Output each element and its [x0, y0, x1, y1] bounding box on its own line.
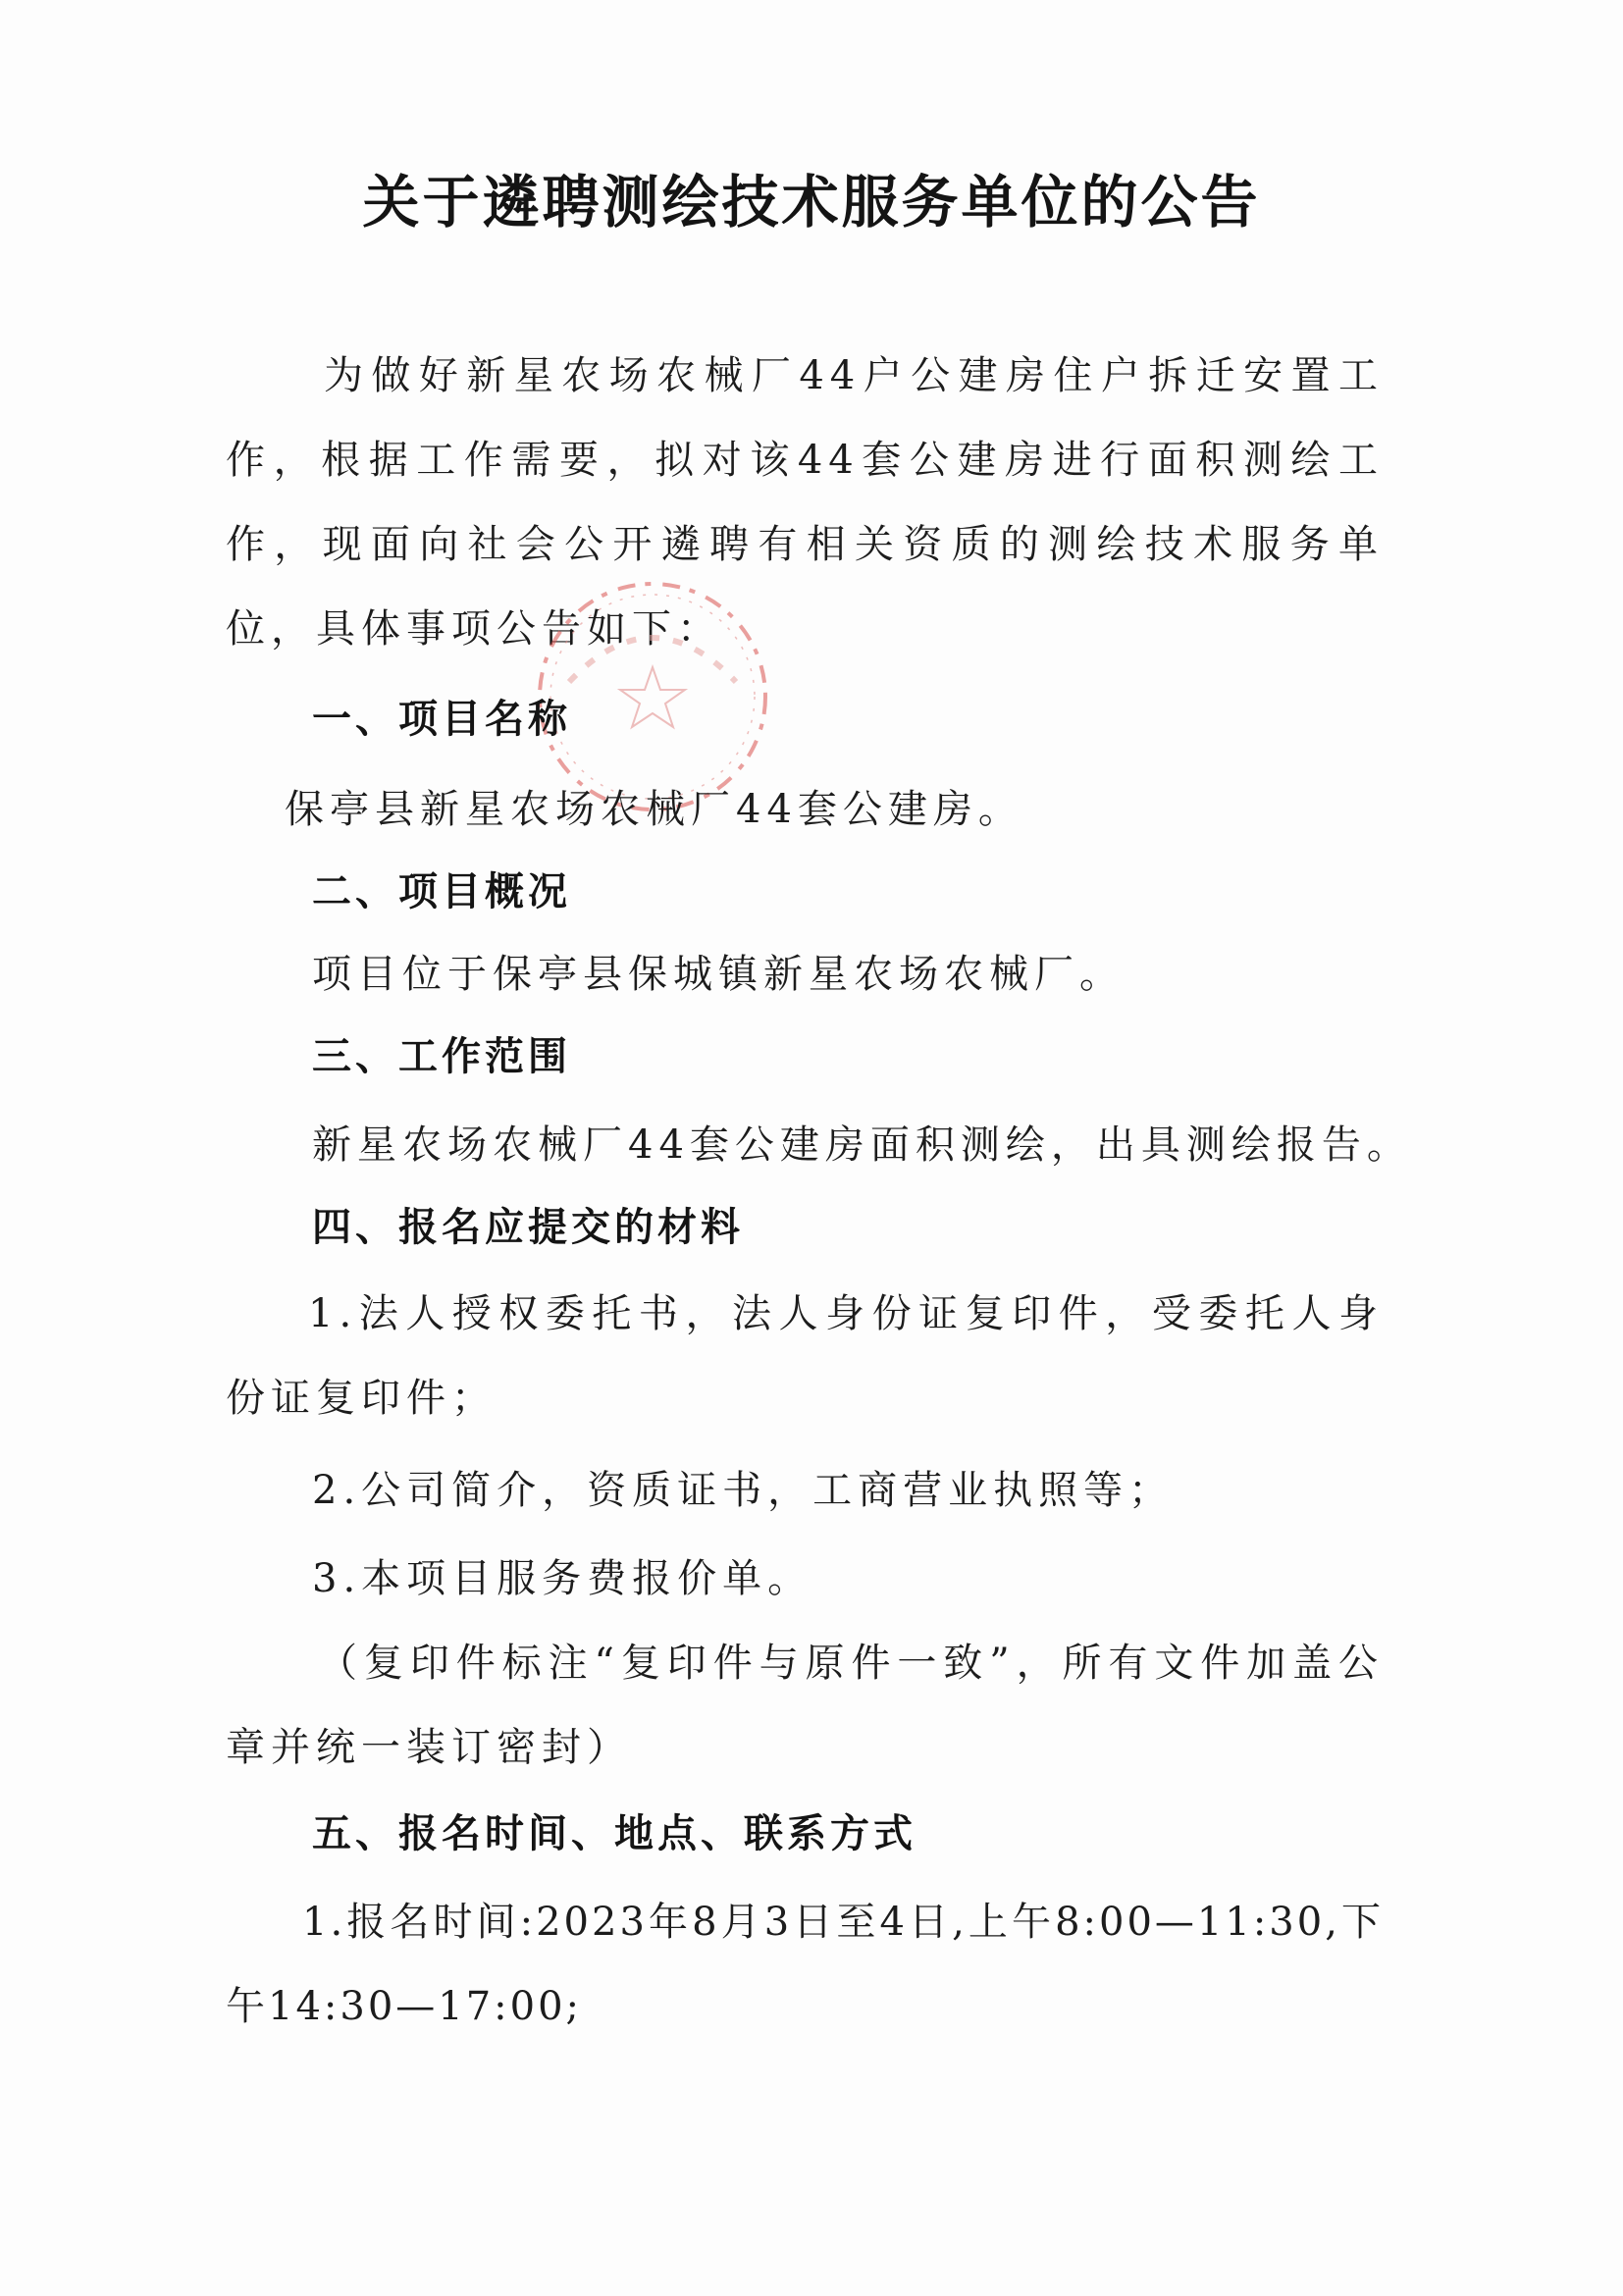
section-5-item-1-block [226, 1880, 1384, 2049]
section-content-1: 保亭县新星农场农械厂44套公建房。 [285, 787, 1023, 832]
section-heading-3: 三、工作范围 [312, 1034, 571, 1079]
section-4-note-block [226, 1621, 1384, 1790]
section-4-item-1: 1.法人授权委托书，法人身份证复印件，受委托人身份证复印件； [226, 1291, 1384, 1421]
section-content-2: 项目位于保亭县保城镇新星农场农械厂。 [312, 952, 1125, 997]
section-4-item-1-block [226, 1272, 1384, 1440]
intro-text: 为做好新星农场农械厂44户公建房住户拆迁安置工作，根据工作需要，拟对该44套公建房进行面积测绘工作，现面向社会公开遴聘有相关资质的测绘技术服务单位，具体事项公告如下： [226, 353, 1384, 652]
page-title: 关于遴聘测绘技术服务单位的公告 [362, 169, 1261, 235]
section-heading-1: 一、项目名称 [312, 697, 571, 742]
section-4-item-3: 3.本项目服务费报价单。 [312, 1556, 813, 1601]
intro-paragraph [226, 334, 1384, 671]
section-heading-4: 四、报名应提交的材料 [312, 1205, 744, 1250]
section-heading-2: 二、项目概况 [312, 869, 571, 914]
section-4-item-2: 2.公司简介，资质证书，工商营业执照等； [312, 1468, 1175, 1513]
section-4-note: （复印件标注“复印件与原件一致”，所有文件加盖公章并统一装订密封） [226, 1641, 1384, 1770]
section-content-3: 新星农场农械厂44套公建房面积测绘，出具测绘报告。 [312, 1122, 1412, 1168]
section-5-item-1: 1.报名时间:2023年8月3日至4日,上午8:00—11:30,下午14:30—17:00; [226, 1900, 1384, 2029]
section-heading-5: 五、报名时间、地点、联系方式 [312, 1811, 916, 1856]
